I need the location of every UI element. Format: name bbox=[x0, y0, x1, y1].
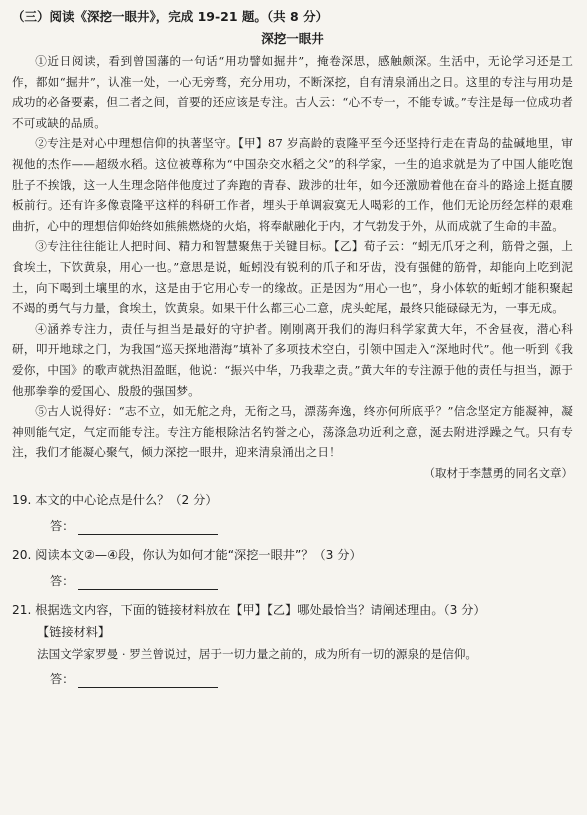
question-19 bbox=[12, 491, 573, 535]
answer-line[interactable] bbox=[78, 519, 218, 535]
paragraph-3: ③专注往往能让人把时间、精力和智慧聚焦于关键目标。【乙】荀子云：“蚓无爪牙之利，筋骨之强，上食埃土，下饮黄泉，用心一也。”意思是说，蚯蚓没有锐利的爪子和牙齿，没有强健的筋骨，却能向上吃到泥土，向下喝到土壤里的水，这是由于它用心专一的缘故。正是因为“用心一也”，身小体软的蚯蚓才能积聚起不竭的勇气与力量，食埃土，饮黄泉。如果干什么都三心二意，虎头蛇尾，最终只能碌碌无为，一事无成。 bbox=[12, 239, 573, 316]
link-material-label: 【链接材料】 bbox=[37, 624, 111, 639]
answer-label: 答： bbox=[50, 671, 75, 686]
answer-area bbox=[50, 517, 573, 535]
article-title: 深挖一眼井 bbox=[261, 31, 324, 46]
paragraph-1: ①近日阅读，看到曾国藩的一句话“用功譬如掘井”，掩卷深思，感触颇深。生活中，无论学习还是工作，都如“掘井”，认准一处，一心无旁骛，充分用功，不断深挖，自有清泉涌出之日。这里的专注与用功是成功的必备要素，但二者之间，首要的还应该是专注。古人云：“心不专一，不能专诚。”专注是每一位成功者不可或缺的品质。 bbox=[12, 54, 573, 130]
question-21 bbox=[12, 601, 573, 688]
paragraph-4: ④涵养专注力，责任与担当是最好的守护者。刚刚离开我们的海归科学家黄大年，不舍昼夜，潜心科研，叩开地球之门，为我国“巡天探地潜海”填补了多项技术空白，引领中国走入“深地时代”。他一听到《我爱你，中国》的歌声就热泪盈眶，他说：“振兴中华，乃我辈之责。”黄大年的专注源于他的责任与担当，源于他那拳拳的爱国心、殷殷的强国梦。 bbox=[12, 321, 573, 398]
question-text: 19. 本文的中心论点是什么？（2 分） bbox=[12, 492, 218, 507]
article-source: （取材于李慧勇的同名文章） bbox=[423, 465, 573, 480]
paragraph-2: ②专注是对心中理想信仰的执著坚守。【甲】87 岁高龄的袁隆平至今还坚持行走在青岛的盐碱地里，审视他的杰作——超级水稻。这位被尊称为“中国杂交水稻之父”的科学家，一生的追求就是为了中国人能吃饱肚子不挨饿，这一人生理念陪伴他度过了奔跑的青春、跋涉的壮年，如今还激励着他在奋斗的路途上挺直腰板前行。还有许多像袁隆平这样的科研工作者，埋头于单调寂寞无人喝彩的工作，他们无论历经怎样的艰难曲折，心中的理想信仰始终如熊熊燃烧的火焰，将奉献融化于内，才气勃发于外，从而成就了生命的丰盈。 bbox=[12, 136, 573, 233]
article-body bbox=[12, 51, 573, 463]
question-text: 20. 阅读本文②—④段，你认为如何才能“深挖一眼井”？（3 分） bbox=[12, 547, 362, 562]
answer-label: 答： bbox=[50, 573, 75, 588]
question-20 bbox=[12, 546, 573, 590]
question-text: 21. 根据选文内容，下面的链接材料放在【甲】【乙】哪处最恰当？请阐述理由。（3 分） bbox=[12, 602, 486, 617]
section-heading: （三）阅读《深挖一眼井》，完成 19-21 题。（共 8 分） bbox=[12, 9, 329, 24]
answer-line[interactable] bbox=[78, 574, 218, 590]
paragraph-5: ⑤古人说得好：“志不立，如无舵之舟，无衔之马，漂荡奔逸，终亦何所底乎？”信念坚定方能凝神，凝神则能气定，气定而能专注。专注方能根除沽名钓誉之心，荡涤急功近利之意，涎去附进浮躁之气。只有专注，我们才能凝心聚气，倾力深挖一眼井，迎来清泉涌出之日！ bbox=[12, 404, 573, 460]
answer-line[interactable] bbox=[78, 672, 218, 688]
answer-area bbox=[50, 572, 573, 590]
link-material-text: 法国文学家罗曼 · 罗兰曾说过，居于一切力量之前的，成为所有一切的源泉的是信仰。 bbox=[37, 646, 478, 661]
answer-area bbox=[50, 670, 573, 688]
answer-label: 答： bbox=[50, 518, 75, 533]
